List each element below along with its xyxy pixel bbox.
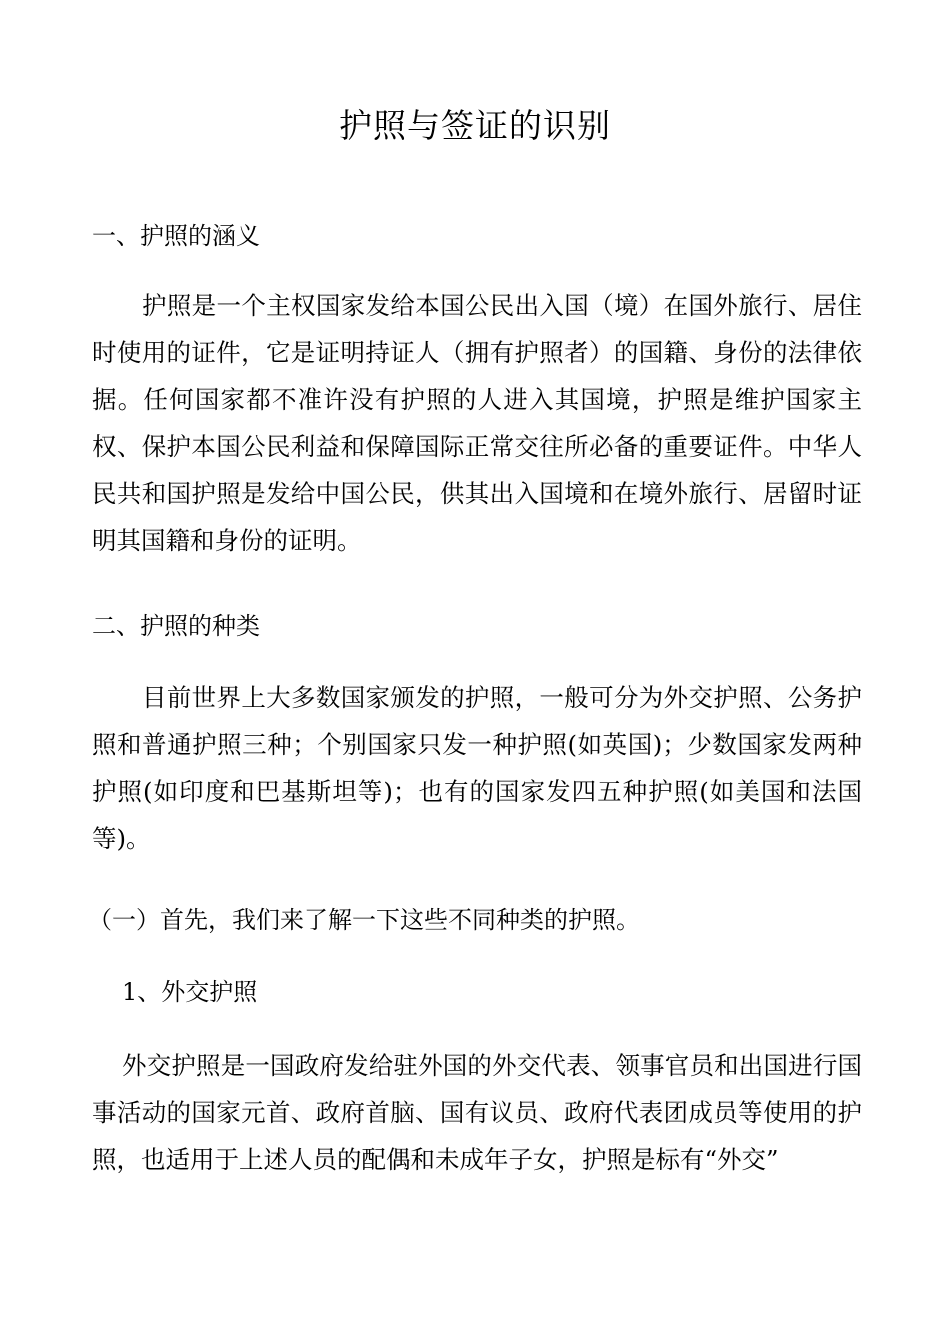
- section-heading-passport-meaning: 一、护照的涵义: [92, 222, 260, 250]
- subsection-heading-intro: （一）首先，我们来了解一下这些不同种类的护照。: [88, 906, 640, 934]
- paragraph-diplomatic-passport: 外交护照是一国政府发给驻外国的外交代表、领事官员和出国进行国事活动的国家元首、政府首脑、国有议员、政府代表团成员等使用的护照，也适用于上述人员的配偶和未成年子女，护照是标有“外交”: [92, 1051, 862, 1174]
- section-heading-passport-types: 二、护照的种类: [92, 612, 260, 640]
- paragraph-passport-meaning: 护照是一个主权国家发给本国公民出入国（境）在国外旅行、居住时使用的证件，它是证明持证人（拥有护照者）的国籍、身份的法律依据。任何国家都不准许没有护照的人进入其国境，护照是维护国家主权、保护本国公民利益和保障国际正常交往所必备的重要证件。中华人民共和国护照是发给中国公民，供其出入国境和在境外旅行、居留时证明其国籍和身份的证明。: [92, 291, 862, 555]
- document-title: 护照与签证的识别: [339, 106, 611, 145]
- paragraph-passport-types: 目前世界上大多数国家颁发的护照，一般可分为外交护照、公务护照和普通护照三种；个别国家只发一种护照(如英国)；少数国家发两种护照(如印度和巴基斯坦等)；也有的国家发四五种护照(如美国和法国等)。: [92, 683, 862, 853]
- item-heading-diplomatic-passport: 1、外交护照: [122, 978, 258, 1006]
